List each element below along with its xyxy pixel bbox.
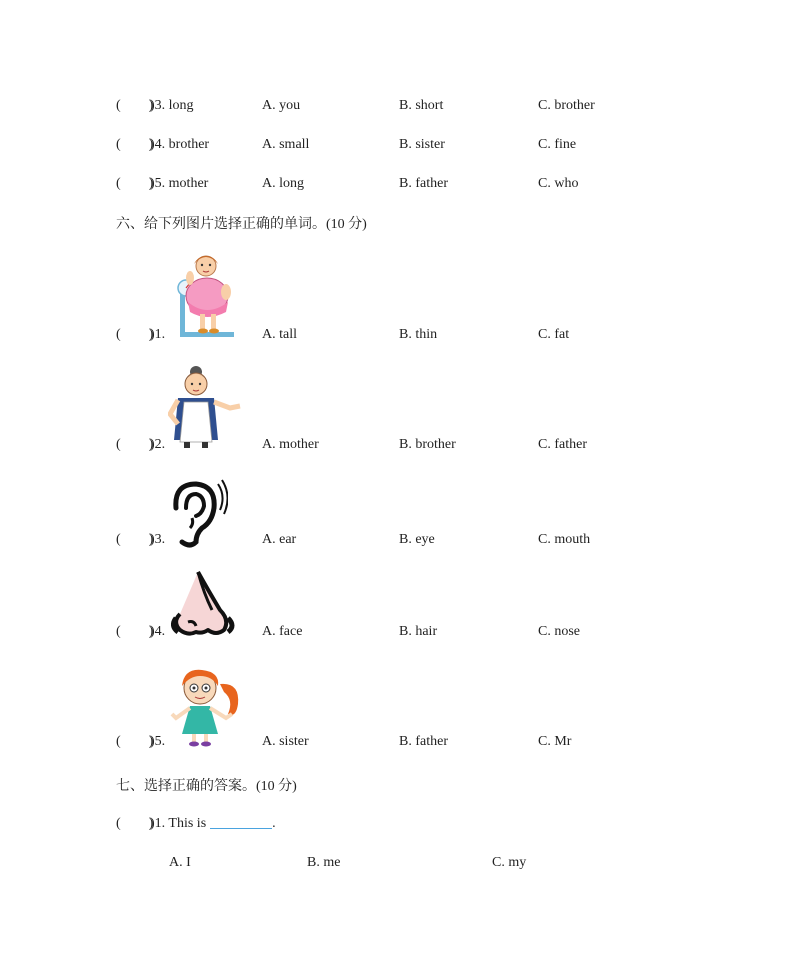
option-c: C. brother xyxy=(538,98,595,113)
option-a: A. long xyxy=(262,176,304,191)
question-stem: )1. xyxy=(150,327,166,342)
option-b: B. father xyxy=(399,734,448,749)
option-c: C. father xyxy=(538,437,587,452)
picture-question-row xyxy=(0,622,794,642)
option-b: B. hair xyxy=(399,624,438,639)
answer-paren[interactable]: ( ) xyxy=(116,137,154,152)
question-row xyxy=(0,96,794,116)
option-b: B. eye xyxy=(399,532,435,547)
option-c: C. mouth xyxy=(538,532,591,547)
answer-paren[interactable]: ( ) xyxy=(116,734,154,749)
question-stem-end: . xyxy=(272,816,276,831)
option-c: C. fine xyxy=(538,137,577,152)
option-b: B. thin xyxy=(399,327,438,342)
answer-paren[interactable]: ( ) xyxy=(116,816,154,831)
picture-question-row xyxy=(0,325,794,345)
option-c: C. my xyxy=(492,855,527,870)
options-row xyxy=(0,853,794,873)
answer-paren[interactable]: ( ) xyxy=(116,532,154,547)
option-a: A. face xyxy=(262,624,303,639)
option-b: B. me xyxy=(307,855,341,870)
question-stem: )3. xyxy=(150,532,166,547)
option-a: A. mother xyxy=(262,437,319,452)
question-stem: )2. xyxy=(150,437,166,452)
answer-blank[interactable] xyxy=(210,814,272,829)
option-b: B. sister xyxy=(399,137,445,152)
section-7-title: 七、选择正确的答案。(10 分) xyxy=(116,779,297,794)
question-stem-with-blank xyxy=(150,814,276,834)
option-c: C. who xyxy=(538,176,579,191)
question-row xyxy=(0,814,794,834)
option-c: C. fat xyxy=(538,327,570,342)
answer-paren[interactable]: ( ) xyxy=(116,327,154,342)
answer-paren[interactable]: ( ) xyxy=(116,624,154,639)
option-a: A. you xyxy=(262,98,301,113)
option-a: A. ear xyxy=(262,532,297,547)
option-c: C. Mr xyxy=(538,734,572,749)
question-stem: )3. long xyxy=(150,98,194,113)
option-a: A. sister xyxy=(262,734,309,749)
option-a: A. small xyxy=(262,137,310,152)
option-b: B. brother xyxy=(399,437,456,452)
option-b: B. father xyxy=(399,176,448,191)
answer-paren[interactable]: ( ) xyxy=(116,437,154,452)
option-a: A. tall xyxy=(262,327,297,342)
question-stem: )4. xyxy=(150,624,166,639)
question-stem: )5. mother xyxy=(150,176,209,191)
option-b: B. short xyxy=(399,98,444,113)
picture-question-row xyxy=(0,732,794,752)
question-stem: )5. xyxy=(150,734,166,749)
option-c: C. nose xyxy=(538,624,580,639)
section-6-title: 六、给下列图片选择正确的单词。(10 分) xyxy=(116,217,367,232)
question-row xyxy=(0,174,794,194)
picture-question-row xyxy=(0,530,794,550)
picture-question-row xyxy=(0,435,794,455)
answer-paren[interactable]: ( ) xyxy=(116,98,154,113)
option-a: A. I xyxy=(169,855,191,870)
question-stem: )4. brother xyxy=(150,137,210,152)
answer-paren[interactable]: ( ) xyxy=(116,176,154,191)
question-row xyxy=(0,135,794,155)
question-stem: )1. This is xyxy=(150,816,207,831)
